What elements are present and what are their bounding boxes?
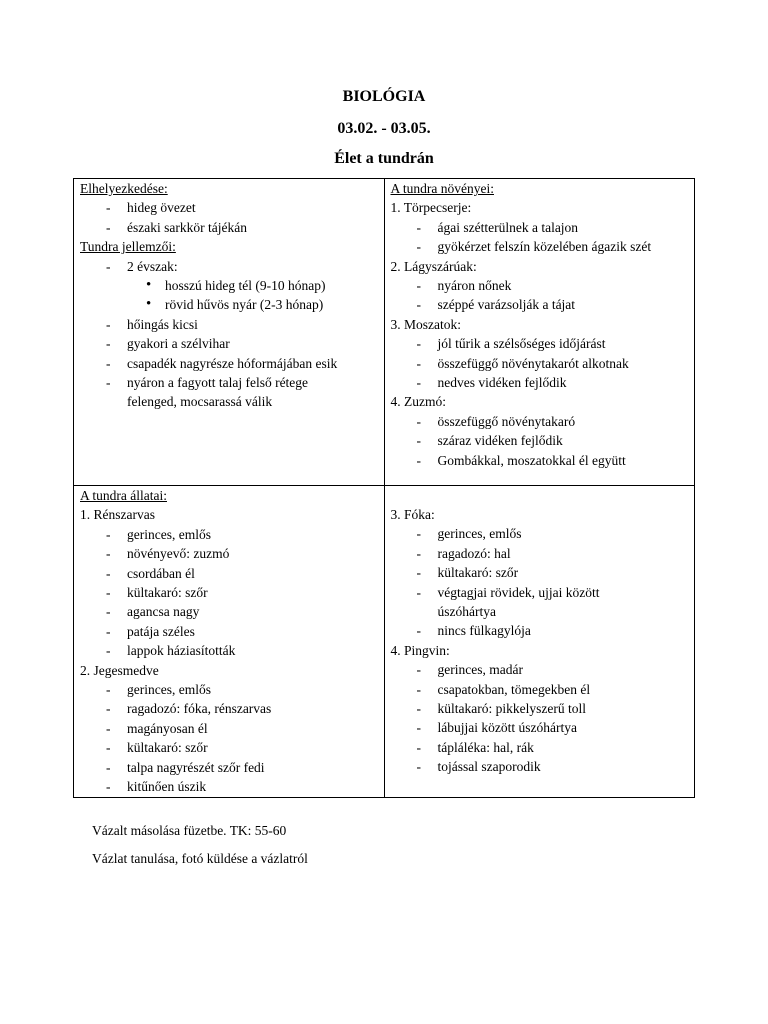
location-heading: Elhelyezkedése: <box>80 181 168 196</box>
group-title: 2. Lágyszárúak: <box>390 258 477 274</box>
bullet-item: • hosszú hideg tél (9-10 hónap) <box>80 276 378 295</box>
list-item: - összefüggő növénytakarót alkotnak <box>391 354 689 373</box>
list-item: - gerinces, emlős <box>391 524 689 543</box>
subject-title: BIOLÓGIA <box>342 88 426 105</box>
group-title: 1. Rénszarvas <box>80 507 155 523</box>
climate-heading: Tundra jellemzői: <box>80 239 176 255</box>
cell-animals-left <box>74 486 385 798</box>
list-item: - gerinces, emlős <box>80 525 378 544</box>
bullet-item: • rövid hűvös nyár (2-3 hónap) <box>80 295 378 314</box>
list-item: - hőingás kicsi <box>80 315 378 334</box>
list-item: - növényevő: zuzmó <box>80 544 378 563</box>
group-title: 4. Pingvin: <box>390 642 450 658</box>
list-item: - magányosan él <box>80 719 378 738</box>
instruction-copy: Vázalt másolása füzetbe. TK: 55-60 <box>92 823 287 838</box>
cell-location-climate <box>74 179 385 486</box>
list-item: - nyáron a fagyott talaj felső rétege <box>80 373 378 392</box>
plants-heading: A tundra növényei: <box>390 181 494 196</box>
instruction-study: Vázlat tanulása, fotó küldése a vázlatról <box>92 851 308 866</box>
list-item: - gerinces, madár <box>391 660 689 679</box>
list-item: - jól tűrik a szélsőséges időjárást <box>391 334 689 353</box>
list-item: - kültakaró: pikkelyszerű toll <box>391 699 689 718</box>
list-item: - kültakaró: szőr <box>391 563 689 582</box>
list-item: - Gombákkal, moszatokkal él együtt <box>391 451 689 470</box>
list-item: - összefüggő növénytakaró <box>391 412 689 431</box>
list-item: - ragadozó: hal <box>391 544 689 563</box>
list-item: - gyökérzet felszín közelében ágazik szét <box>391 237 689 256</box>
list-item: - gerinces, emlős <box>80 680 378 699</box>
list-item-continuation: úszóhártya <box>437 604 496 620</box>
list-item: - tápláléka: hal, rák <box>391 738 689 757</box>
list-item: - kitűnően úszik <box>80 777 378 796</box>
list-item: - kültakaró: szőr <box>80 583 378 602</box>
list-item-continuation: felenged, mocsarassá válik <box>127 394 273 410</box>
list-item: - lábujjai között úszóhártya <box>391 718 689 737</box>
list-item: - ragadozó: fóka, rénszarvas <box>80 699 378 718</box>
list-item: - csapatokban, tömegekben él <box>391 680 689 699</box>
list-item: - gyakori a szélvihar <box>80 334 378 353</box>
list-item: - kültakaró: szőr <box>80 738 378 757</box>
list-item: - nyáron nőnek <box>391 276 689 295</box>
list-item: - nincs fülkagylója <box>391 621 689 640</box>
list-item: - talpa nagyrészét szőr fedi <box>80 758 378 777</box>
list-item: - csapadék nagyrésze hóformájában esik <box>80 354 378 373</box>
list-item: - 2 évszak: <box>80 257 378 276</box>
date-range: 03.02. - 03.05. <box>337 120 431 137</box>
group-title: 1. Törpecserje: <box>390 200 472 216</box>
group-title: 4. Zuzmó: <box>390 394 446 410</box>
outline-table <box>73 178 695 798</box>
animals-heading: A tundra állatai: <box>80 488 167 503</box>
list-item: - lappok háziasították <box>80 641 378 660</box>
list-item: - végtagjai rövidek, ujjai között <box>391 583 689 602</box>
list-item: - száraz vidéken fejlődik <box>391 431 689 450</box>
group-title: 3. Moszatok: <box>390 316 461 332</box>
group-title: 3. Fóka: <box>390 507 435 522</box>
list-item: - agancsa nagy <box>80 602 378 621</box>
cell-animals-right <box>384 486 695 798</box>
list-item: - tojással szaporodik <box>391 757 689 776</box>
list-item: - hideg övezet <box>80 198 378 217</box>
list-item: - patája széles <box>80 622 378 641</box>
list-item: - ágai szétterülnek a talajon <box>391 218 689 237</box>
topic-title: Élet a tundrán <box>334 150 434 167</box>
list-item: - csordában él <box>80 564 378 583</box>
list-item: - északi sarkkör tájékán <box>80 218 378 237</box>
list-item: - széppé varázsolják a tájat <box>391 295 689 314</box>
list-item: - nedves vidéken fejlődik <box>391 373 689 392</box>
cell-plants <box>384 179 695 486</box>
group-title: 2. Jegesmedve <box>80 662 159 678</box>
